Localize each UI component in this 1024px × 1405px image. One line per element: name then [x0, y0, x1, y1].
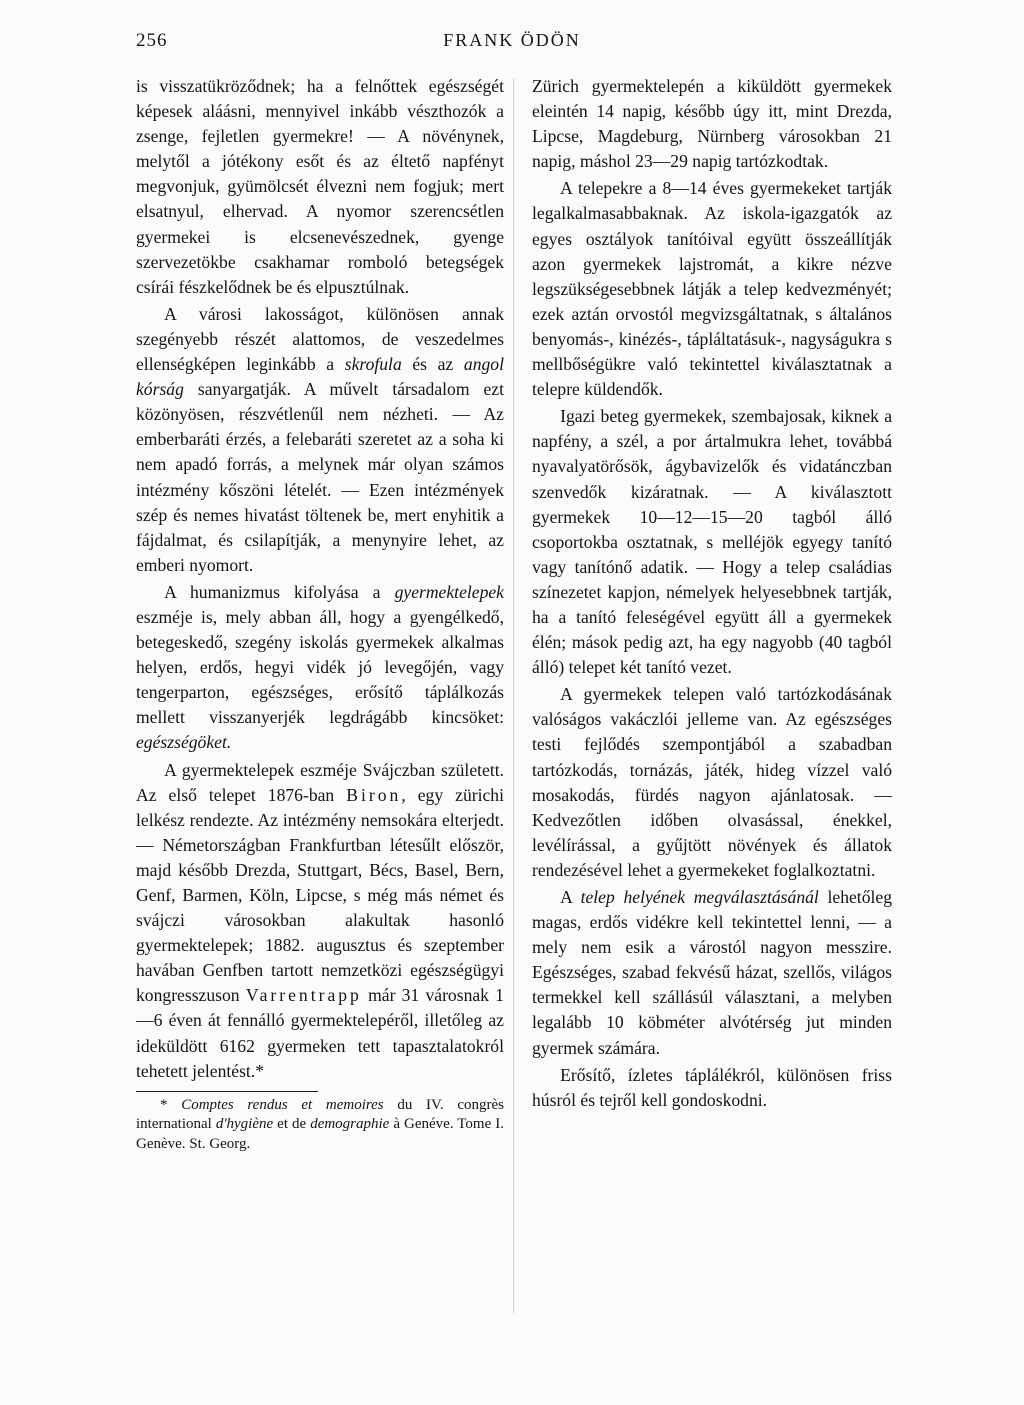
left-paragraph-3: A humanizmus kifolyása a gyermektelepek eszméje is, mely abban áll, hogy a gyengélkedő, betegeskedő, szegény iskolás gyermekek alkalmas helyen, erdős, hegyi vidék jó levegőjén, vagy tengerparton, egészséges, erősítő táplálkozás mellett visszanyerjék legdrágább kincsöket: egészségöket.: [136, 581, 504, 753]
right-paragraph-2: A telepekre a 8—14 éves gyermekeket tartják legalkalmasabbaknak. Az iskola-igazgatók az egyes osztályok tanítóival együtt összeállítják azon gyermekek lajstromát, a kikre nézve legszükségesebbnek látják a telep kedvezményét; ezek aztán orvostól megvizsgáltatnak, s általános benyomás-, kinézés-, tápláltatásuk-, nagyságukra s mellbőségükre való tekintettel kiválasztatnak a telepre küldendők.: [532, 178, 892, 400]
left-paragraph-2: A városi lakosságot, különösen annak szegényebb részét alattomos, de veszedelmes ellenségképen leginkább a skrofula és az angol kórság sanyargatják. A művelt társadalom ezt közönyösen, részvétlenűl nem nézheti. — Az emberbaráti érzés, a felebaráti szeretet az a soha ki nem apadó forrás, a melynek már olyan számos intézmény kőszöni lételét. — Ezen intézmények szép és nemes hivatást töltenek be, mert enyhitik a fájdalmat, és csilapítják, a menynyire lehet, az emberi nyomort.: [136, 303, 504, 575]
term-telep-helyenek: telep helyének megválasztásánál: [580, 887, 819, 907]
name-varrentrapp: Varrentrapp: [245, 985, 362, 1006]
right-paragraph-1: Zürich gyermektelepén a kiküldött gyermekek eleintén 14 napig, később úgy itt, mint Drezda, Lipcse, Magdeburg, Nürnberg városokban 21 napig, máshol 23—29 napig tartózkodtak.: [532, 76, 892, 172]
footnote: * Comptes rendus et memoires du IV. congrès international d'hygiène et de demographie à Genéve. Tome I. Genève. St. Georg.: [136, 1096, 505, 1152]
right-paragraph-4: A gyermekek telepen való tartózkodásának valóságos vakáczlói jelleme van. Az egészséges testi fejlődés szempontjából a szabadban tartózkodás, tornázás, játék, hideg vízzel való mosakodás, fürdés nagyon ajánlatosak. — Kedvezőtlen időben olvasással, énekkel, levélírással, a gyűjtött növények és állatok rendezésével lehet a gyermekeket foglalkoztatni.: [532, 684, 892, 880]
column-divider: [513, 78, 514, 1313]
right-paragraph-6: Erősítő, ízletes táplálékról, különösen friss húsról és tejről kell gondoskodni.: [532, 1064, 892, 1110]
right-paragraph-5: A telep helyének megválasztásánál lehetőleg magas, erdős vidékre kell tekintettel lenni, — a mely nem esik a várostól nagyon messzire. Egészséges, szabad fekvésű házat, szellős, világos termekkel kell szállásúl választani, a melyben legalább 10 köbméter alvótérség jut minden gyermek számára.: [532, 887, 892, 1058]
page-number: 256: [136, 30, 168, 51]
left-column: [136, 74, 504, 1156]
right-paragraph-3: Igazi beteg gyermekek, szembajosak, kiknek a napfény, a szél, a por ártalmukra lehet, továbbá nyavalyatörősök, ágybavizelők és vidatánczban szenvedők kizáratnak. — A kiválasztott gyermekek 10—12—15—20 tagból álló csoportokba osztatnak, s melléjök egyegy tanító vagy tanítónő adatik. — Hogy a telep családias színezetet kapjon, némelyek helyesebbnek tartják, ha a tanító feleségével együtt áll a gyermekek élén; mások pedig azt, ha egy nagyobb (40 tagból álló) telepet két tanító vezet.: [532, 406, 892, 678]
term-angol-korsag: angol kórság: [136, 354, 504, 400]
left-paragraph-1: is visszatükröződnek; ha a felnőttek egészségét képesek aláásni, mennyivel inkább vészthozók a zsenge, fejletlen gyermekre! — A növénynek, melytől a jótékony esőt és az éltető napfényt megvonjuk, gyümölcsét élvezni nem fogjuk; mert elsatnyul, elhervad. A nyomor szerencsétlen gyermekei is elcsenevészednek, gyenge szervezetökbe csakhamar romboló betegségek csírái fészkelődnek be és elpusztúlnak.: [136, 76, 504, 297]
name-biron: Biron: [346, 784, 402, 805]
term-skrofula: skrofula: [344, 354, 402, 375]
term-egeszsegoket: egészségöket.: [136, 732, 232, 753]
term-gyermektelepek: gyermektelepek: [394, 581, 504, 602]
footnote-rule: [136, 1091, 318, 1092]
running-head: FRANK ÖDÖN: [443, 30, 581, 50]
left-paragraph-4: A gyermektelepek eszméje Svájczban született. Az első telepet 1876-ban Biron, egy zürichi lelkész rendezte. Az intézmény nemsokára elterjedt. — Németországban Frankfurtban létesűlt először, majd később Drezda, Stuttgart, Bécs, Basel, Bern, Genf, Barmen, Köln, Lipcse, s még más német és svájczi városokban alakultak hasonló gyermektelepek; 1882. augusztus és szeptember havában Genfben tartott nemzetközi egészségügyi kongresszuson Varrentrapp már 31 városnak 1—6 éven át fennálló gyermektelepéről, illetőleg az ideküldött 6162 gyermeken tett tapasztalatokról tehetett jelentést.*: [136, 759, 504, 1081]
right-column: [532, 74, 892, 1115]
